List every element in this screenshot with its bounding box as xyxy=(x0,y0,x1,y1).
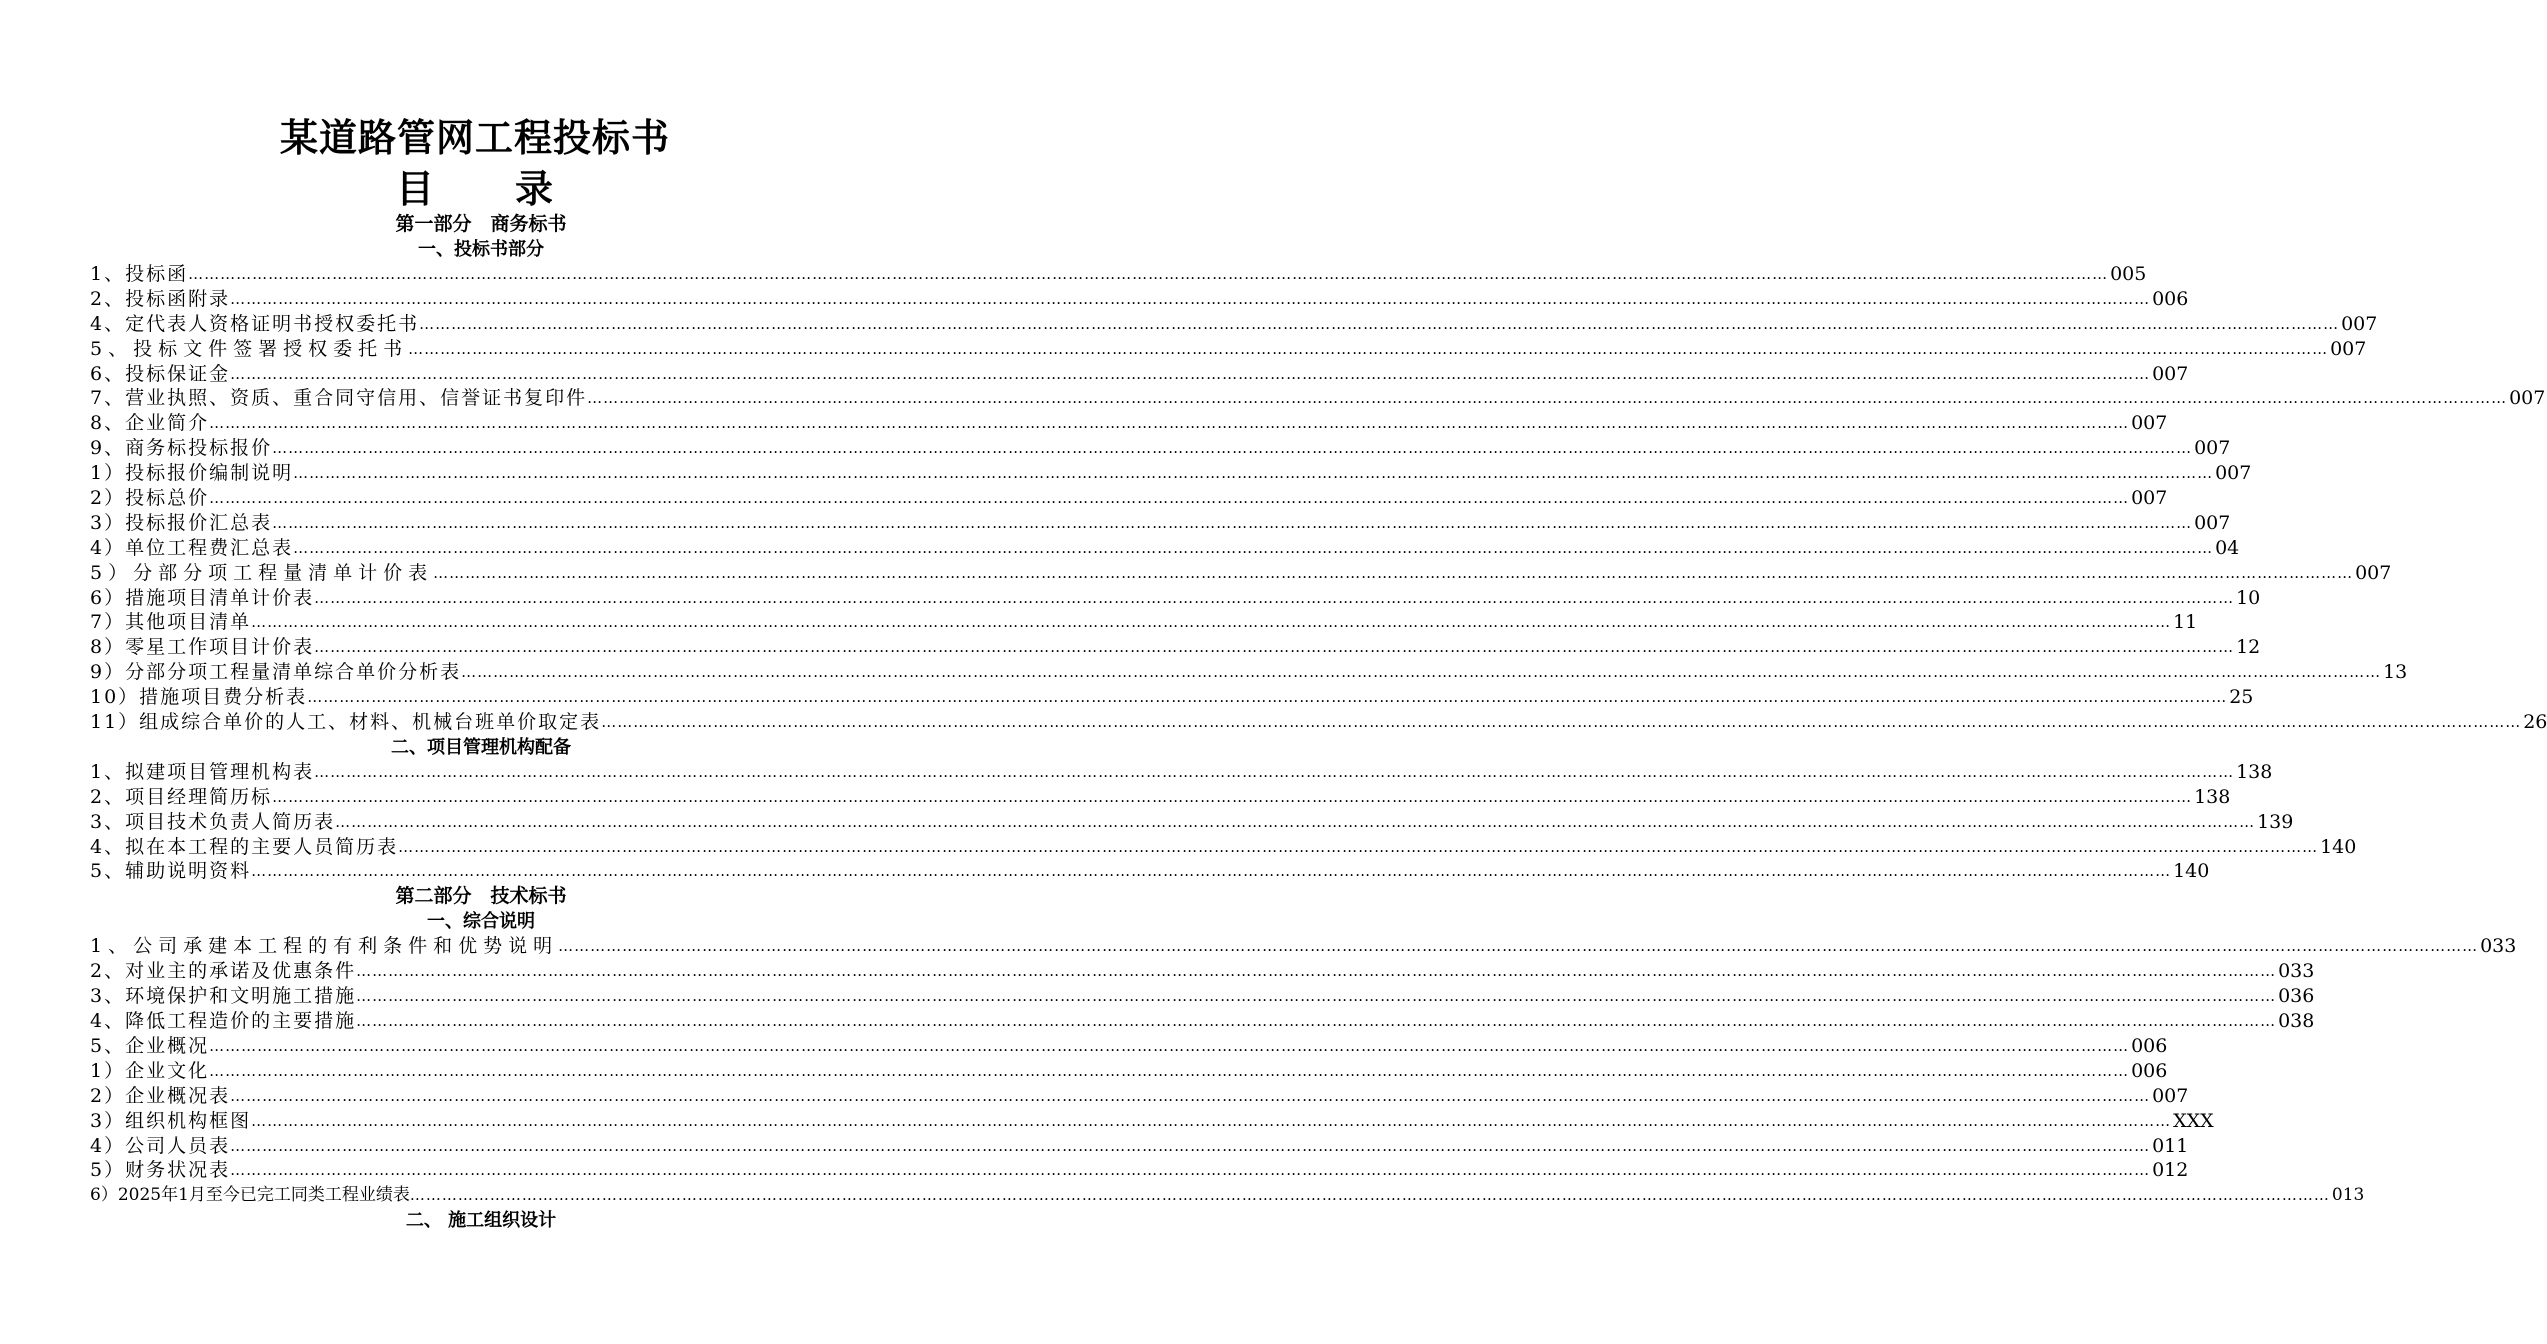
toc-entry-page-number: 007 xyxy=(2194,437,2231,460)
toc-entry-label: 9、商务标投标报价 xyxy=(90,437,273,460)
toc-entry-page-number: 007 xyxy=(2152,362,2189,385)
toc-entry[interactable] xyxy=(90,411,2168,436)
toc-entry-page-number: 006 xyxy=(2152,287,2189,310)
toc-entry[interactable] xyxy=(90,934,2517,959)
toc-dot-leader: ……………………………………………………………………………………………………………………………………………………………………………………………………………………………………………………………………………………………………………………………… xyxy=(601,713,2522,732)
toc-entry-label: 4）公司人员表 xyxy=(90,1134,231,1157)
toc-dot-leader: ……………………………………………………………………………………………………………………………………………………………………………………………………………………………………………………………………………………………………………………………… xyxy=(209,489,2130,508)
toc-entry-label: 3）组织机构框图 xyxy=(90,1109,252,1132)
toc-entry-label: 6）2025年1月至今已完工同类工程业绩表 xyxy=(90,1185,410,1206)
toc-dot-leader: ……………………………………………………………………………………………………………………………………………………………………………………………………………………………………………………………………………………………………………………………… xyxy=(433,563,2354,582)
toc-entry[interactable] xyxy=(90,262,2147,287)
toc-dot-leader: ……………………………………………………………………………………………………………………………………………………………………………………………………………………………………………………………………………………………………………………………… xyxy=(272,787,2193,806)
toc-entry-label: 3、项目技术负责人简历表 xyxy=(90,810,336,833)
toc-dot-leader: ……………………………………………………………………………………………………………………………………………………………………………………………………………………………………………………………………………………………………………………………… xyxy=(251,862,2172,881)
toc-dot-leader: ……………………………………………………………………………………………………………………………………………………………………………………………………………………………………………………………………………………………………………………………… xyxy=(408,339,2329,358)
toc-dot-leader: ……………………………………………………………………………………………………………………………………………………………………………………………………………………………………………………………………………………………………………………………… xyxy=(419,314,2340,333)
toc-entry-page-number: 007 xyxy=(2355,561,2392,584)
toc-entry-label: 8、企业简介 xyxy=(90,412,210,435)
toc-entry-label: 10）措施项目费分析表 xyxy=(90,686,308,709)
toc-dot-leader: ……………………………………………………………………………………………………………………………………………………………………………………………………………………………………………………………………………………………………………………………… xyxy=(230,1161,2151,1180)
toc-entry-page-number: 007 xyxy=(2194,511,2231,534)
toc-entry[interactable] xyxy=(90,312,2378,337)
toc-entry-page-number: 012 xyxy=(2152,1159,2189,1182)
toc-entry[interactable] xyxy=(90,760,2273,785)
toc-entry[interactable] xyxy=(90,1084,2189,1109)
toc-title-right: 录 xyxy=(515,166,555,211)
toc-entry-label: 1、拟建项目管理机构表 xyxy=(90,760,315,783)
toc-entry-label: 5、企业概况 xyxy=(90,1034,210,1057)
toc-entry[interactable] xyxy=(90,486,2168,511)
toc-entry-page-number: 006 xyxy=(2131,1059,2168,1082)
part1-section2-heading: 二、项目管理机构配备 xyxy=(391,736,571,758)
toc-entry-label: 4）单位工程费汇总表 xyxy=(90,536,294,559)
toc-entry[interactable] xyxy=(90,959,2315,984)
toc-entry-page-number: 007 xyxy=(2330,337,2367,360)
toc-entry-page-number: 10 xyxy=(2236,586,2261,609)
toc-dot-leader: ……………………………………………………………………………………………………………………………………………………………………………………………………………………………………………………………………………………………………………………………… xyxy=(356,1012,2277,1031)
toc-dot-leader: ……………………………………………………………………………………………………………………………………………………………………………………………………………………………………………………………………………………………………………………………… xyxy=(209,1036,2130,1055)
toc-entry[interactable] xyxy=(90,1134,2189,1159)
toc-entry-page-number: 140 xyxy=(2173,860,2210,883)
part2-section1-heading: 一、综合说明 xyxy=(427,911,535,933)
toc-entry-label: 7、营业执照、资质、重合同守信用、信誉证书复印件 xyxy=(90,387,588,410)
toc-entry[interactable] xyxy=(90,660,2408,685)
toc-entry-label: 2）企业概况表 xyxy=(90,1084,231,1107)
toc-entry-page-number: 038 xyxy=(2278,1010,2315,1033)
toc-dot-leader: ……………………………………………………………………………………………………………………………………………………………………………………………………………………………………………………………………………………………………………………………… xyxy=(314,638,2235,657)
toc-entry[interactable] xyxy=(90,1109,2214,1134)
toc-dot-leader: ……………………………………………………………………………………………………………………………………………………………………………………………………………………………………………………………………………………………………………………………… xyxy=(314,762,2235,781)
toc-entry[interactable] xyxy=(90,1009,2315,1034)
toc-entry-label: 3）投标报价汇总表 xyxy=(90,511,273,534)
toc-entry-page-number: 007 xyxy=(2215,462,2252,485)
toc-entry[interactable] xyxy=(90,337,2367,362)
toc-entry-page-number: 007 xyxy=(2341,312,2378,335)
toc-dot-leader: ……………………………………………………………………………………………………………………………………………………………………………………………………………………………………………………………………………………………………………………………… xyxy=(587,389,2508,408)
toc-dot-leader: ……………………………………………………………………………………………………………………………………………………………………………………………………………………………………………………………………………………………………………………………… xyxy=(188,265,2109,283)
toc-entry[interactable] xyxy=(90,561,2392,586)
toc-entry[interactable] xyxy=(90,635,2261,660)
toc-entry-label: 5）分部分项工程量清单计价表 xyxy=(90,561,434,584)
toc-dot-leader: ……………………………………………………………………………………………………………………………………………………………………………………………………………………………………………………………………………………………………………………………… xyxy=(209,1061,2130,1080)
toc-entry[interactable] xyxy=(90,685,2254,710)
toc-dot-leader: ……………………………………………………………………………………………………………………………………………………………………………………………………………………………………………………………………………………………………………………………… xyxy=(209,414,2130,433)
toc-dot-leader: ……………………………………………………………………………………………………………………………………………………………………………………………………………………………………………………………………………………………………………………………… xyxy=(461,663,2382,682)
toc-title-left: 目 xyxy=(395,166,435,211)
toc-dot-leader: ……………………………………………………………………………………………………………………………………………………………………………………………………………………………………………………………………………………………………………………………… xyxy=(293,464,2214,483)
toc-entry[interactable] xyxy=(90,362,2189,387)
toc-dot-leader: ……………………………………………………………………………………………………………………………………………………………………………………………………………………………………………………………………………………………………………………………… xyxy=(230,1086,2151,1105)
toc-title xyxy=(0,164,950,214)
toc-entry[interactable] xyxy=(90,1183,2365,1208)
toc-entry[interactable] xyxy=(90,859,2210,884)
toc-entry[interactable] xyxy=(90,1158,2189,1183)
part1-section2-list xyxy=(90,760,2357,884)
toc-entry[interactable] xyxy=(90,810,2294,835)
toc-entry[interactable] xyxy=(90,536,2240,561)
toc-entry[interactable] xyxy=(90,436,2231,461)
toc-dot-leader: ……………………………………………………………………………………………………………………………………………………………………………………………………………………………………………………………………………………………………………………………… xyxy=(558,937,2479,956)
toc-entry-page-number: 005 xyxy=(2110,263,2147,285)
toc-dot-leader: ……………………………………………………………………………………………………………………………………………………………………………………………………………………………………………………………………………………………………………………………… xyxy=(356,987,2277,1006)
document-title: 某道路管网工程投标书 xyxy=(279,115,670,160)
toc-entry-label: 5、辅助说明资料 xyxy=(90,860,252,883)
toc-dot-leader: ……………………………………………………………………………………………………………………………………………………………………………………………………………………………………………………………………………………………………………………………… xyxy=(230,1136,2151,1155)
toc-dot-leader: ……………………………………………………………………………………………………………………………………………………………………………………………………………………………………………………………………………………………………………………………… xyxy=(272,439,2193,458)
toc-entry-label: 4、拟在本工程的主要人员简历表 xyxy=(90,835,399,858)
toc-entry-page-number: 138 xyxy=(2236,760,2273,783)
toc-entry-label: 2）投标总价 xyxy=(90,487,210,510)
toc-entry-label: 11）组成综合单价的人工、材料、机械台班单价取定表 xyxy=(90,711,602,734)
toc-dot-leader: ……………………………………………………………………………………………………………………………………………………………………………………………………………………………………………………………………………………………………………………………… xyxy=(251,613,2172,632)
toc-entry-label: 5、投标文件签署授权委托书 xyxy=(90,337,409,360)
toc-entry-page-number: 013 xyxy=(2331,1185,2365,1206)
toc-entry-label: 8）零星工作项目计价表 xyxy=(90,636,315,659)
toc-entry-label: 3、环境保护和文明施工措施 xyxy=(90,985,357,1008)
toc-entry-label: 2、投标函附录 xyxy=(90,287,231,310)
toc-entry-label: 4、定代表人资格证明书授权委托书 xyxy=(90,312,420,335)
toc-entry-page-number: 04 xyxy=(2215,536,2240,559)
toc-entry-label: 6）措施项目清单计价表 xyxy=(90,586,315,609)
part2-section2-heading: 二、 施工组织设计 xyxy=(405,1210,557,1232)
toc-entry-page-number: 006 xyxy=(2131,1034,2168,1057)
toc-entry-page-number: 007 xyxy=(2509,387,2546,410)
toc-entry-page-number: 007 xyxy=(2152,1084,2189,1107)
part1-section1-heading: 一、投标书部分 xyxy=(418,239,544,260)
toc-entry[interactable] xyxy=(90,984,2315,1009)
toc-entry-page-number: 11 xyxy=(2173,611,2198,634)
toc-entry-label: 1）投标报价编制说明 xyxy=(90,462,294,485)
toc-entry-label: 1、投标函 xyxy=(90,263,189,285)
toc-entry[interactable] xyxy=(90,1034,2168,1059)
toc-dot-leader: ……………………………………………………………………………………………………………………………………………………………………………………………………………………………………………………………………………………………………………………………… xyxy=(356,962,2277,981)
toc-dot-leader: ……………………………………………………………………………………………………………………………………………………………………………………………………………………………………………………………………………………………………………………………… xyxy=(307,688,2228,707)
toc-entry-label: 5）财务状况表 xyxy=(90,1159,231,1182)
toc-entry-page-number: 011 xyxy=(2152,1134,2189,1157)
toc-entry-label: 1、公司承建本工程的有利条件和优势说明 xyxy=(90,935,559,958)
toc-dot-leader: ……………………………………………………………………………………………………………………………………………………………………………………………………………………………………………………………………………………………………………………………… xyxy=(314,588,2235,607)
toc-entry-label: 1）企业文化 xyxy=(90,1059,210,1082)
toc-entry-label: 2、对业主的承诺及优惠条件 xyxy=(90,960,357,983)
table-of-contents xyxy=(90,212,2547,1233)
toc-dot-leader: ……………………………………………………………………………………………………………………………………………………………………………………………………………………………………………………………………………………………………………………………… xyxy=(398,837,2319,856)
toc-dot-leader: ……………………………………………………………………………………………………………………………………………………………………………………………………………………………………………………………………………………………………………………………… xyxy=(409,1186,2330,1205)
toc-entry-page-number: 12 xyxy=(2236,636,2261,659)
toc-entry-page-number: 036 xyxy=(2278,985,2315,1008)
toc-entry[interactable] xyxy=(90,785,2231,810)
toc-entry-page-number: 007 xyxy=(2131,487,2168,510)
toc-entry-page-number: 138 xyxy=(2194,785,2231,808)
toc-entry-page-number: 26 xyxy=(2523,711,2547,734)
part2-heading: 第二部分 技术标书 xyxy=(395,885,567,908)
toc-entry-label: 7）其他项目清单 xyxy=(90,611,252,634)
toc-entry[interactable] xyxy=(90,710,2547,735)
toc-entry-page-number: 033 xyxy=(2480,935,2517,958)
toc-dot-leader: ……………………………………………………………………………………………………………………………………………………………………………………………………………………………………………………………………………………………………………………………… xyxy=(230,364,2151,383)
toc-entry[interactable] xyxy=(90,461,2252,486)
toc-entry[interactable] xyxy=(90,386,2546,411)
toc-entry-page-number: 25 xyxy=(2229,686,2254,709)
toc-entry[interactable] xyxy=(90,287,2189,312)
toc-entry-label: 2、项目经理简历标 xyxy=(90,785,273,808)
toc-entry[interactable] xyxy=(90,586,2261,611)
toc-dot-leader: ……………………………………………………………………………………………………………………………………………………………………………………………………………………………………………………………………………………………………………………………… xyxy=(230,289,2151,308)
toc-entry-label: 9）分部分项工程量清单综合单价分析表 xyxy=(90,661,462,684)
toc-entry-label: 4、降低工程造价的主要措施 xyxy=(90,1010,357,1033)
toc-dot-leader: ……………………………………………………………………………………………………………………………………………………………………………………………………………………………………………………………………………………………………………………………… xyxy=(293,538,2214,557)
toc-entry-page-number: XXX xyxy=(2173,1109,2214,1132)
toc-dot-leader: ……………………………………………………………………………………………………………………………………………………………………………………………………………………………………………………………………………………………………………………………… xyxy=(335,812,2256,831)
toc-dot-leader: ……………………………………………………………………………………………………………………………………………………………………………………………………………………………………………………………………………………………………………………………… xyxy=(272,513,2193,532)
toc-entry[interactable] xyxy=(90,610,2198,635)
part1-section1-list xyxy=(90,262,2547,735)
part1-heading: 第一部分 商务标书 xyxy=(395,213,567,235)
part2-section1-list xyxy=(90,934,2517,1208)
toc-entry-page-number: 13 xyxy=(2383,661,2408,684)
toc-entry[interactable] xyxy=(90,835,2357,860)
toc-entry-page-number: 007 xyxy=(2131,412,2168,435)
toc-entry-label: 6、投标保证金 xyxy=(90,362,231,385)
toc-entry-page-number: 033 xyxy=(2278,960,2315,983)
toc-entry[interactable] xyxy=(90,511,2231,536)
toc-dot-leader: ……………………………………………………………………………………………………………………………………………………………………………………………………………………………………………………………………………………………………………………………… xyxy=(251,1111,2172,1130)
toc-entry-page-number: 140 xyxy=(2320,835,2357,858)
toc-entry-page-number: 139 xyxy=(2257,810,2294,833)
toc-entry[interactable] xyxy=(90,1059,2168,1084)
